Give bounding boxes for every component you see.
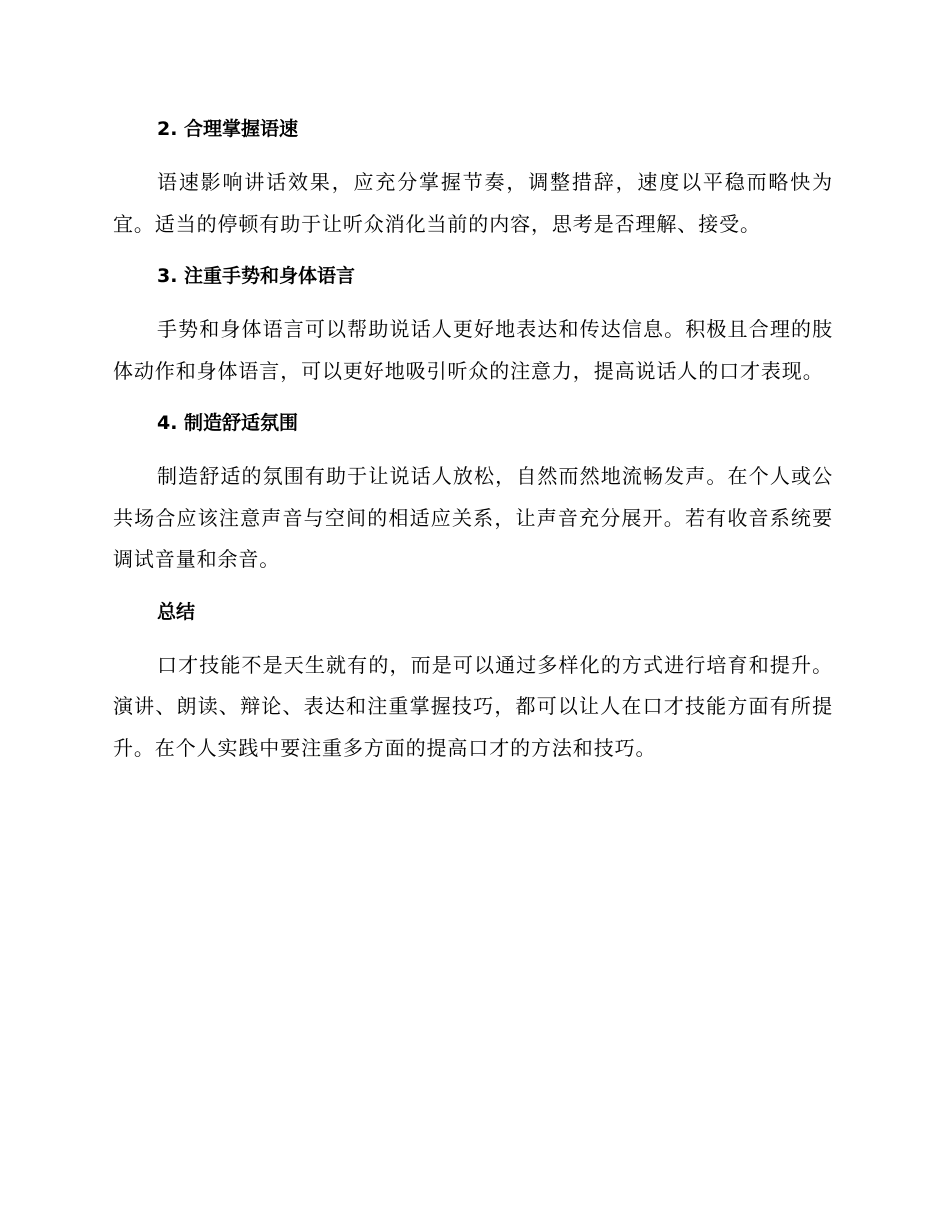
document-page (113, 113, 833, 784)
section-comfortable-atmosphere (113, 407, 833, 581)
section-paragraph: 语速影响讲话效果，应充分掌握节奏，调整措辞，速度以平稳而略快为宜。适当的停顿有助于让听众消化当前的内容，思考是否理解、接受。 (113, 170, 833, 236)
section-heading: 3. 注重手势和身体语言 (157, 265, 356, 287)
section-heading: 总结 (157, 600, 196, 623)
section-summary (113, 596, 833, 770)
section-heading: 4. 制造舒适氛围 (157, 412, 299, 434)
section-speech-rate (113, 113, 833, 245)
section-body-language (113, 260, 833, 392)
section-paragraph: 口才技能不是天生就有的，而是可以通过多样化的方式进行培育和提升。演讲、朗读、辩论、表达和注重掌握技巧，都可以让人在口才技能方面有所提升。在个人实践中要注重多方面的提高口才的方法和技巧。 (113, 652, 833, 760)
section-paragraph: 制造舒适的氛围有助于让说话人放松，自然而然地流畅发声。在个人或公共场合应该注意声音与空间的相适应关系，让声音充分展开。若有收音系统要调试音量和余音。 (113, 464, 833, 571)
section-heading: 2. 合理掌握语速 (157, 118, 299, 140)
section-paragraph: 手势和身体语言可以帮助说话人更好地表达和传达信息。积极且合理的肢体动作和身体语言，可以更好地吸引听众的注意力，提高说话人的口才表现。 (113, 317, 833, 383)
